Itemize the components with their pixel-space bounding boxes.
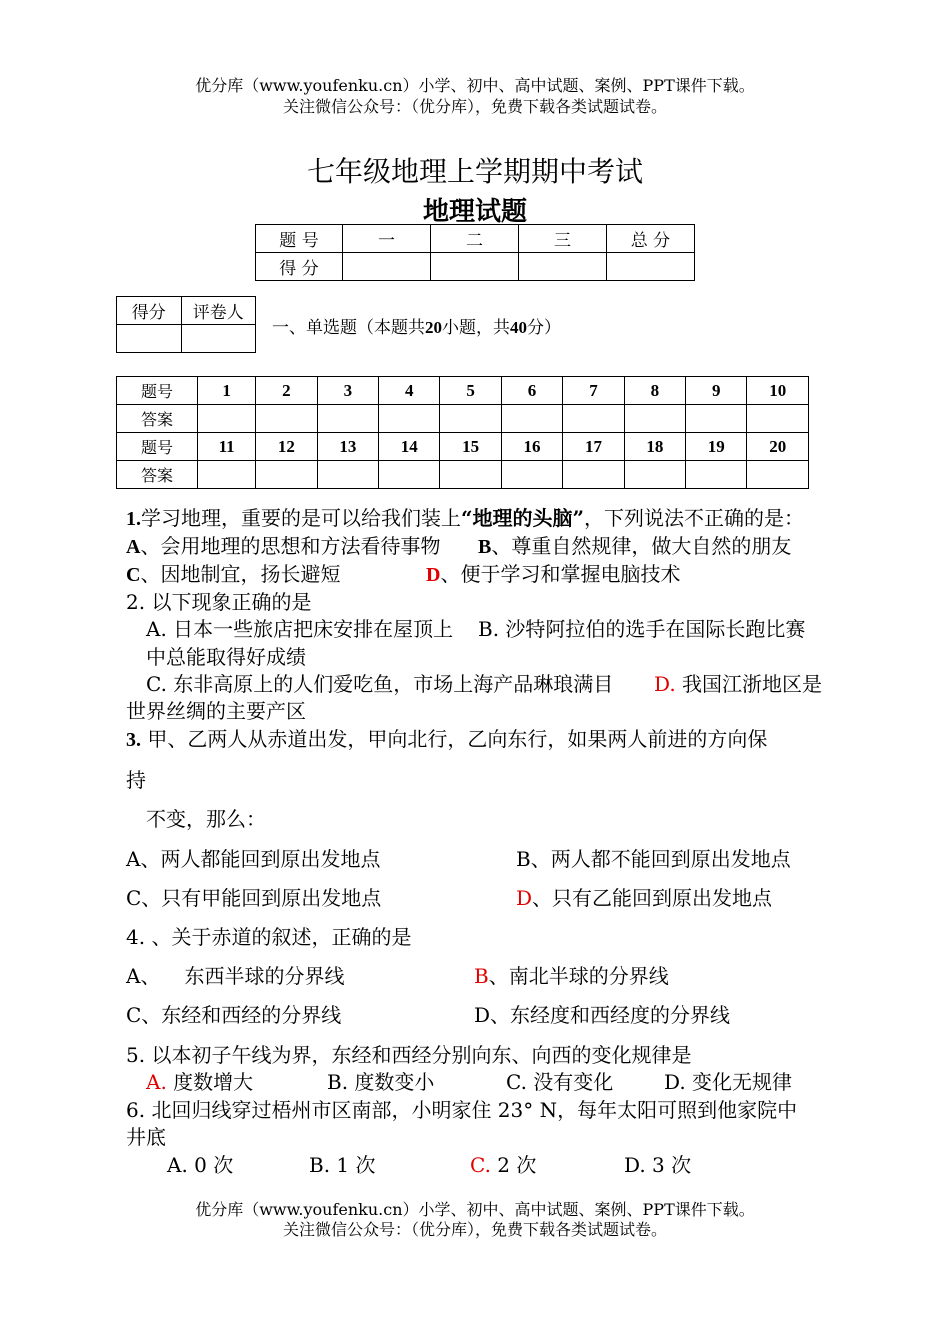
answer-cell [686, 461, 747, 489]
q1-option-c: C、因地制宜，扬长避短 [126, 562, 341, 586]
score-header-cell: 题 号 [256, 225, 343, 253]
grader-score-cell [117, 325, 182, 353]
q2-option-d: D. 我国江浙地区是 [654, 672, 823, 696]
answer-grid [116, 376, 809, 489]
q3-option-d: D、只有乙能回到原出发地点 [516, 886, 773, 910]
answer-grid-number: 6 [501, 377, 562, 405]
answer-cell [379, 405, 440, 433]
score-cell [430, 253, 518, 281]
answer-cell [317, 405, 378, 433]
answer-cell [501, 405, 562, 433]
q6-stem-cont: 井底 [126, 1125, 166, 1149]
grader-score-label: 得分 [117, 297, 182, 325]
score-row-label: 得 分 [256, 253, 343, 281]
exam-subtitle: 地理试题 [422, 197, 527, 227]
answer-cell [198, 405, 256, 433]
q3-stem: 3. 甲、乙两人从赤道出发，甲向北行，乙向东行，如果两人前进的方向保 [126, 727, 768, 751]
q2-option-b: B. 沙特阿拉伯的选手在国际长跑比赛 [478, 617, 806, 641]
score-header-cell: 一 [343, 225, 431, 253]
answer-grid-number: 12 [256, 433, 317, 461]
grader-name-label: 评卷人 [181, 297, 255, 325]
answer-cell [379, 461, 440, 489]
header-line-1: 优分库（www.youfenku.cn）小学、初中、高中试题、案例、PPT课件下载。 [195, 76, 755, 95]
answer-grid-number: 8 [624, 377, 685, 405]
q1-option-b: B、尊重自然规律，做大自然的朋友 [478, 534, 792, 558]
score-table [255, 224, 695, 281]
q3-stem-end: 不变，那么： [146, 807, 266, 831]
q1-stem: 1.学习地理，重要的是可以给我们装上“地理的头脑”，下列说法不正确的是： [126, 506, 805, 530]
score-cell [606, 253, 694, 281]
answer-cell [256, 405, 317, 433]
q2-option-d-cont: 世界丝绸的主要产区 [126, 699, 306, 723]
q1-option-d: D、便于学习和掌握电脑技术 [426, 562, 681, 586]
q6-stem: 6. 北回归线穿过梧州市区南部，小明家住 23° N，每年太阳可照到他家院中 [126, 1098, 798, 1122]
answer-grid-number: 15 [440, 433, 501, 461]
answer-grid-number: 17 [563, 433, 624, 461]
q4-option-a: A、 东西半球的分界线 [126, 964, 345, 988]
grader-name-cell [181, 325, 255, 353]
answer-grid-number: 13 [317, 433, 378, 461]
score-header-cell: 三 [518, 225, 606, 253]
section-one-heading: 一、单选题（本题共20小题，共40分） [272, 318, 561, 338]
q2-option-a: A. 日本一些旅店把床安排在屋顶上 [146, 617, 454, 641]
answer-grid-number: 16 [501, 433, 562, 461]
answer-grid-number: 4 [379, 377, 440, 405]
footer-line-1: 优分库（www.youfenku.cn）小学、初中、高中试题、案例、PPT课件下载。 [195, 1200, 755, 1219]
answer-grid-q-label: 题号 [117, 433, 198, 461]
header-line-2: 关注微信公众号：（优分库），免费下载各类试题试卷。 [282, 97, 667, 116]
footer-line-2: 关注微信公众号：（优分库），免费下载各类试题试卷。 [282, 1220, 667, 1239]
answer-grid-number: 11 [198, 433, 256, 461]
answer-grid-number: 14 [379, 433, 440, 461]
answer-grid-number: 19 [686, 433, 747, 461]
answer-cell [501, 461, 562, 489]
q5-option-d: D. 变化无规律 [664, 1070, 793, 1094]
answer-grid-a-label: 答案 [117, 405, 198, 433]
answer-grid-a-label: 答案 [117, 461, 198, 489]
answer-cell [317, 461, 378, 489]
answer-cell [747, 405, 809, 433]
score-header-cell: 总 分 [606, 225, 694, 253]
answer-cell [624, 461, 685, 489]
q3-option-c: C、只有甲能回到原出发地点 [126, 886, 382, 910]
q6-option-d: D. 3 次 [624, 1153, 692, 1177]
score-header-cell: 二 [430, 225, 518, 253]
exam-title: 七年级地理上学期期中考试 [306, 155, 643, 188]
q3-option-b: B、两人都不能回到原出发地点 [516, 847, 791, 871]
q5-option-a: A. 度数增大 [146, 1070, 254, 1094]
answer-grid-number: 2 [256, 377, 317, 405]
answer-cell [198, 461, 256, 489]
q5-option-b: B. 度数变小 [327, 1070, 435, 1094]
q4-option-c: C、东经和西经的分界线 [126, 1003, 342, 1027]
answer-grid-number: 10 [747, 377, 809, 405]
answer-grid-q-label: 题号 [117, 377, 198, 405]
answer-cell [563, 405, 624, 433]
q4-stem: 4. 、关于赤道的叙述，正确的是 [126, 925, 412, 949]
q4-option-b: B、南北半球的分界线 [474, 964, 669, 988]
answer-cell [256, 461, 317, 489]
q2-stem: 2. 以下现象正确的是 [126, 590, 312, 614]
score-cell [343, 253, 431, 281]
q3-option-a: A、两人都能回到原出发地点 [126, 847, 381, 871]
answer-grid-number: 20 [747, 433, 809, 461]
q2-option-b-cont: 中总能取得好成绩 [146, 645, 306, 669]
answer-grid-number: 18 [624, 433, 685, 461]
answer-cell [686, 405, 747, 433]
score-cell [518, 253, 606, 281]
q5-option-c: C. 没有变化 [506, 1070, 614, 1094]
answer-cell [440, 405, 501, 433]
q2-option-c: C. 东非高原上的人们爱吃鱼，市场上海产品琳琅满目 [146, 672, 614, 696]
answer-cell [440, 461, 501, 489]
answer-grid-number: 7 [563, 377, 624, 405]
answer-grid-number: 1 [198, 377, 256, 405]
answer-cell [563, 461, 624, 489]
answer-cell [624, 405, 685, 433]
q6-option-a: A. 0 次 [167, 1153, 234, 1177]
q4-option-d: D、东经度和西经度的分界线 [474, 1003, 731, 1027]
q6-option-b: B. 1 次 [309, 1153, 376, 1177]
answer-grid-number: 3 [317, 377, 378, 405]
q1-option-a: A、会用地理的思想和方法看待事物 [126, 534, 441, 558]
q6-option-c: C. 2 次 [470, 1153, 537, 1177]
grader-box [116, 296, 256, 353]
answer-grid-number: 5 [440, 377, 501, 405]
answer-grid-number: 9 [686, 377, 747, 405]
answer-cell [747, 461, 809, 489]
q5-stem: 5. 以本初子午线为界，东经和西经分别向东、向西的变化规律是 [126, 1043, 692, 1067]
q3-stem-cont: 持 [126, 768, 146, 792]
